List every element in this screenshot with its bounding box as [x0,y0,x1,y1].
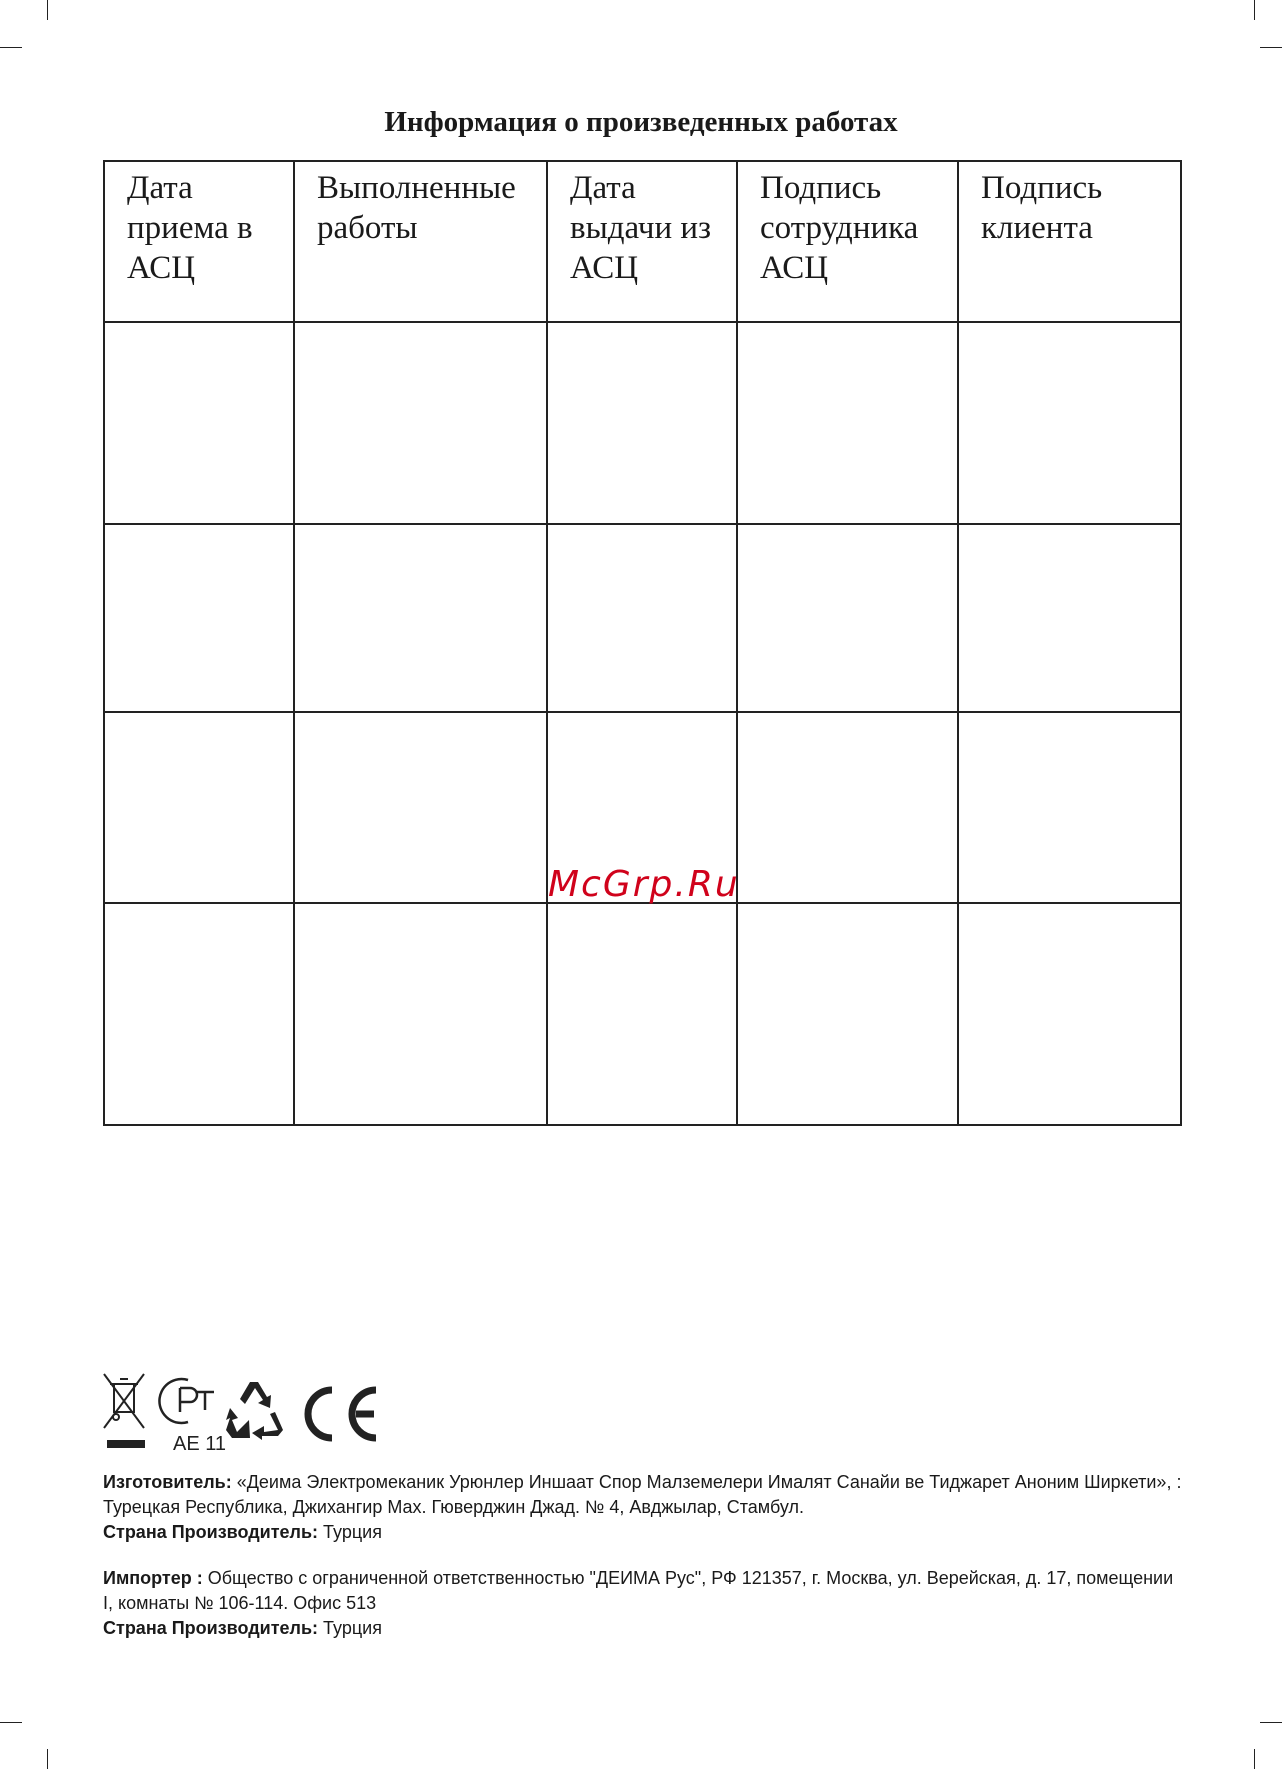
certification-code: AE 11 [173,1433,226,1455]
table-cell[interactable] [958,712,1181,903]
header-date-issued: Дата выдачи из АСЦ [547,161,737,322]
table-cell[interactable] [737,903,958,1125]
table-row [104,903,1181,1125]
crop-mark [47,1749,48,1769]
header-date-received: Дата приема в АСЦ [104,161,294,322]
pct-certification-icon [159,1379,214,1423]
manufacturer-info [103,1470,1183,1545]
table-cell[interactable] [958,524,1181,712]
manufacturer-label: Изготовитель: [103,1472,232,1492]
importer-country-label: Страна Производитель: [103,1618,319,1638]
table-cell[interactable] [737,524,958,712]
service-records-table [103,160,1182,1126]
header-staff-signature: Подпись сотрудника АСЦ [737,161,958,322]
table-cell[interactable] [104,524,294,712]
manufacturer-country: Турция [318,1522,382,1542]
page-title: Информация о произведенных работах [384,106,898,138]
importer-text: Общество с ограниченной ответственностью "ДЕИМА Рус", РФ 121357, г. Москва, ул. Верейская, д. 17, помещении I, комнаты № 106-114. Офис 513 [103,1568,1174,1613]
table-cell[interactable] [294,524,547,712]
table-row [104,524,1181,712]
header-work-performed: Выполненные работы [294,161,547,322]
importer-info [103,1566,1183,1641]
crop-mark [1260,1722,1282,1723]
header-client-signature: Подпись клиента [958,161,1181,322]
table-cell[interactable] [737,712,958,903]
table-cell[interactable] [958,322,1181,524]
crop-mark [47,0,48,20]
table-cell[interactable] [294,903,547,1125]
weee-crossed-bin-icon [104,1374,145,1448]
table-row [104,322,1181,524]
table-cell[interactable] [104,322,294,524]
crop-mark [0,1722,22,1723]
crop-mark [1254,1749,1255,1769]
table-cell[interactable] [294,712,547,903]
table-cell[interactable] [294,322,547,524]
table-cell[interactable] [104,712,294,903]
recycling-icon [226,1382,283,1440]
table-cell[interactable] [737,322,958,524]
manufacturer-country-label: Страна Производитель: [103,1522,319,1542]
crop-mark [1254,0,1255,20]
table-cell[interactable] [547,322,737,524]
crop-mark [0,47,22,48]
table-header-row [104,161,1181,322]
table-cell[interactable] [547,903,737,1125]
crop-mark [1260,47,1282,48]
importer-country: Турция [318,1618,382,1638]
certification-marks [100,1370,410,1460]
table-cell[interactable] [958,903,1181,1125]
importer-label: Импортер : [103,1568,203,1588]
table-cell[interactable] [104,903,294,1125]
manufacturer-text: «Деима Электромеканик Урюнлер Иншаат Спор Малземелери Ималят Санайи ве Тиджарет Аноним Ширкети», : Турецкая Республика, Джихангир Мах. Гюверджин Джад. № 4, Авджылар, Стамбул. [103,1472,1182,1517]
table-cell[interactable] [547,524,737,712]
ce-mark-icon [308,1390,376,1438]
watermark: McGrp.Ru [548,864,740,905]
